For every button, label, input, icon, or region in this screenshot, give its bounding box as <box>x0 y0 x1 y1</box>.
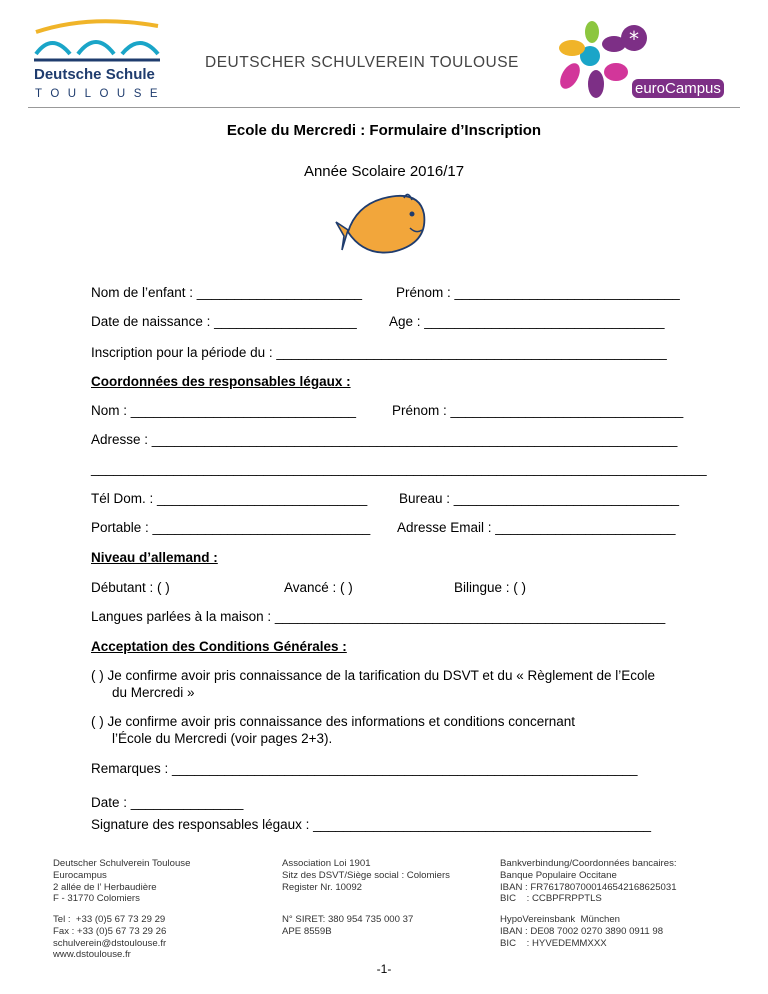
footer-siret: N° SIRET: 380 954 735 000 37 APE 8559B <box>282 914 414 937</box>
date-field[interactable]: Date : _______________ <box>91 795 244 810</box>
level-advanced-checkbox[interactable]: Avancé : ( ) <box>284 580 353 595</box>
signature-field[interactable]: Signature des responsables légaux : _____________________________________________ <box>91 817 652 832</box>
guardians-heading: Coordonnées des responsables légaux : <box>91 374 351 389</box>
condition1-text-line2: du Mercredi » <box>112 685 195 700</box>
page-title: Ecole du Mercredi : Formulaire d’Inscription <box>226 122 542 139</box>
age-field[interactable]: Age : ________________________________ <box>389 314 665 329</box>
child-firstname-field[interactable]: Prénom : ______________________________ <box>396 285 680 300</box>
eurocampus-logo <box>548 18 743 108</box>
remarks-field[interactable]: Remarques : ______________________________________________________________ <box>91 761 638 776</box>
school-logo-text: Deutsche Schule <box>34 66 155 83</box>
footer-association: Association Loi 1901 Sitz des DSVT/Siège social : Colomiers Register Nr. 10092 <box>282 858 450 893</box>
page-number: -1- <box>376 962 392 976</box>
footer-bank2: HypoVereinsbank München IBAN : DE08 7002 0270 3890 0911 98 BIC : HYVEDEMMXXX <box>500 914 664 949</box>
header-divider <box>28 107 740 108</box>
footer-contact: Tel : +33 (0)5 67 73 29 29 Fax : +33 (0)5 67 73 29 26 schulverein@dstoulouse.fr www.dstoulouse.fr <box>53 914 167 961</box>
footer-address: Deutscher Schulverein Toulouse Eurocampus 2 allée de l’ Herbaudière F - 31770 Colomiers <box>53 858 191 905</box>
home-languages-field[interactable]: Langues parlées à la maison : ____________________________________________________ <box>91 609 666 624</box>
association-name: DEUTSCHER SCHULVEREIN TOULOUSE <box>205 54 519 71</box>
phone-office-field[interactable]: Bureau : ______________________________ <box>399 491 680 506</box>
guardian-name-field[interactable]: Nom : ______________________________ <box>91 403 356 418</box>
condition2-checkbox[interactable]: ( ) Je confirme avoir pris connaissance des informations et conditions concernant <box>91 714 575 729</box>
conditions-heading: Acceptation des Conditions Générales : <box>91 639 347 654</box>
footer-bank: Bankverbindung/Coordonnées bancaires: Banque Populaire Occitane IBAN : FR7617807000146542168625031 BIC : CCBPFRPPTLS <box>500 858 677 905</box>
condition1-checkbox[interactable]: ( ) Je confirme avoir pris connaissance de la tarification du DSVT et du « Règlement de l’Ecole <box>91 668 656 683</box>
period-field[interactable]: Inscription pour la période du : ____________________________________________________ <box>91 345 667 360</box>
level-beginner-checkbox[interactable]: Débutant : ( ) <box>91 580 170 595</box>
school-logo-sub: TOULOUSE <box>35 88 167 100</box>
level-bilingual-checkbox[interactable]: Bilingue : ( ) <box>454 580 527 595</box>
whale-illustration <box>334 192 432 262</box>
svg-text:*: * <box>629 27 639 51</box>
email-field[interactable]: Adresse Email : ________________________ <box>397 520 676 535</box>
eurocampus-logo-text: euroCampus <box>632 79 724 98</box>
mobile-field[interactable]: Portable : _____________________________ <box>91 520 371 535</box>
condition2-text-line2: l’École du Mercredi (voir pages 2+3). <box>112 731 333 746</box>
guardian-firstname-field[interactable]: Prénom : _______________________________ <box>392 403 684 418</box>
child-name-field[interactable]: Nom de l’enfant : ______________________ <box>91 285 362 300</box>
address-field[interactable]: Adresse : ______________________________________________________________________ <box>91 432 678 447</box>
german-level-heading: Niveau d’allemand : <box>91 550 218 565</box>
page-subtitle: Année Scolaire 2016/17 <box>303 163 465 180</box>
phone-home-field[interactable]: Tél Dom. : ____________________________ <box>91 491 368 506</box>
birth-date-field[interactable]: Date de naissance : ___________________ <box>91 314 357 329</box>
school-logo-graphic <box>30 14 165 64</box>
school-logo <box>30 14 165 106</box>
address-line2-field[interactable]: __________________________________________________________________________________ <box>91 461 707 476</box>
